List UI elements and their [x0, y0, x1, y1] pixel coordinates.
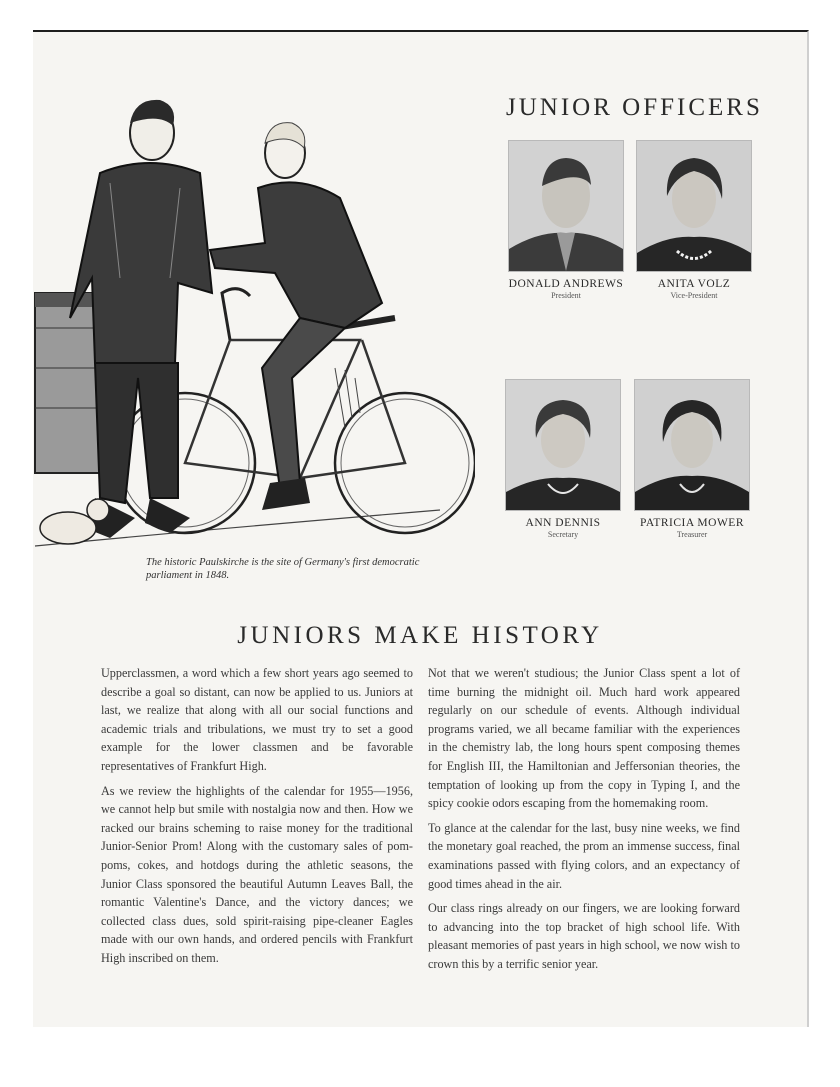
officer-name: ANITA VOLZ: [657, 278, 731, 290]
officer-role: President: [551, 291, 581, 300]
officer-name: ANN DENNIS: [525, 517, 601, 529]
officer-photo: [636, 140, 752, 272]
officer-role: Treasurer: [676, 530, 708, 539]
officer-role: Vice-President: [670, 291, 718, 300]
officer-photo: [634, 379, 750, 511]
article-paragraph: Upperclassmen, a word which a few short years ago seemed to describe a goal so distant, can now be applied to us. Juniors at last, we realize that along with all our social functions and academic trials and tribulations, we must try to set a good example for the lower classmen and be favorable representatives of Frankfurt High.: [101, 666, 413, 773]
officer-name: DONALD ANDREWS: [508, 278, 624, 290]
illustration-caption: The historic Paulskirche is the site of Germany's first democratic parliament in 1848.: [146, 557, 420, 581]
officer-photo: [505, 379, 621, 511]
officers-title: JUNIOR OFFICERS: [506, 94, 763, 121]
officer-role: Secretary: [547, 530, 579, 539]
article-paragraph: Not that we weren't studious; the Junior Class spent a lot of time burning the midnight oil. Much hard work appeared regularly on our schedule of events. Although individual programs varied, we all became familiar with the experiences in the chemistry lab, the long hours spent composing themes for English III, the Hamiltonian and Jeffersonian theories, the temptation of looking up from the copy in Typing I, and the spicy cookie odors escaping from the homemaking room.: [428, 666, 740, 811]
article-right-column: [428, 664, 740, 980]
article-title: JUNIORS MAKE HISTORY: [237, 622, 603, 649]
article-paragraph: As we review the highlights of the calendar for 1955—1956, we cannot help but smile with nostalgia now and then. How we racked our brains scheming to raise money for the traditional Junior-Senior Prom! Along with the customary sales of pom- poms, cokes, and hotdogs during the athletic seasons, the Junior Class sponsored the beautiful Autumn Leaves Ball, the romantic Valentine's Dance, and the victory dances; we collected class dues, sold spirit-raising pipe-cleaner Eagles made with our own hands, and ordered pencils with Frankfurt High inscribed on them.: [101, 783, 413, 965]
bicycle-illustration: [0, 78, 475, 563]
officer-card-treasurer: [634, 379, 750, 539]
officer-name: PATRICIA MOWER: [639, 517, 745, 529]
article-paragraph: Our class rings already on our fingers, we are looking forward to advancing into the top bracket of high school life. With pleasant memories of past years in high school, we now wish to crown this by a terrific senior year.: [428, 901, 740, 971]
officer-photo: [508, 140, 624, 272]
officer-card-president: [508, 140, 624, 300]
officer-card-vice-president: [636, 140, 752, 300]
article-left-column: [101, 664, 413, 974]
article-paragraph: To glance at the calendar for the last, busy nine weeks, we find the monetary goal reached, the prom an immense success, final examinations passed with flying colors, and an expectancy of good times ahead in the air.: [428, 820, 740, 891]
officer-card-secretary: [505, 379, 621, 539]
